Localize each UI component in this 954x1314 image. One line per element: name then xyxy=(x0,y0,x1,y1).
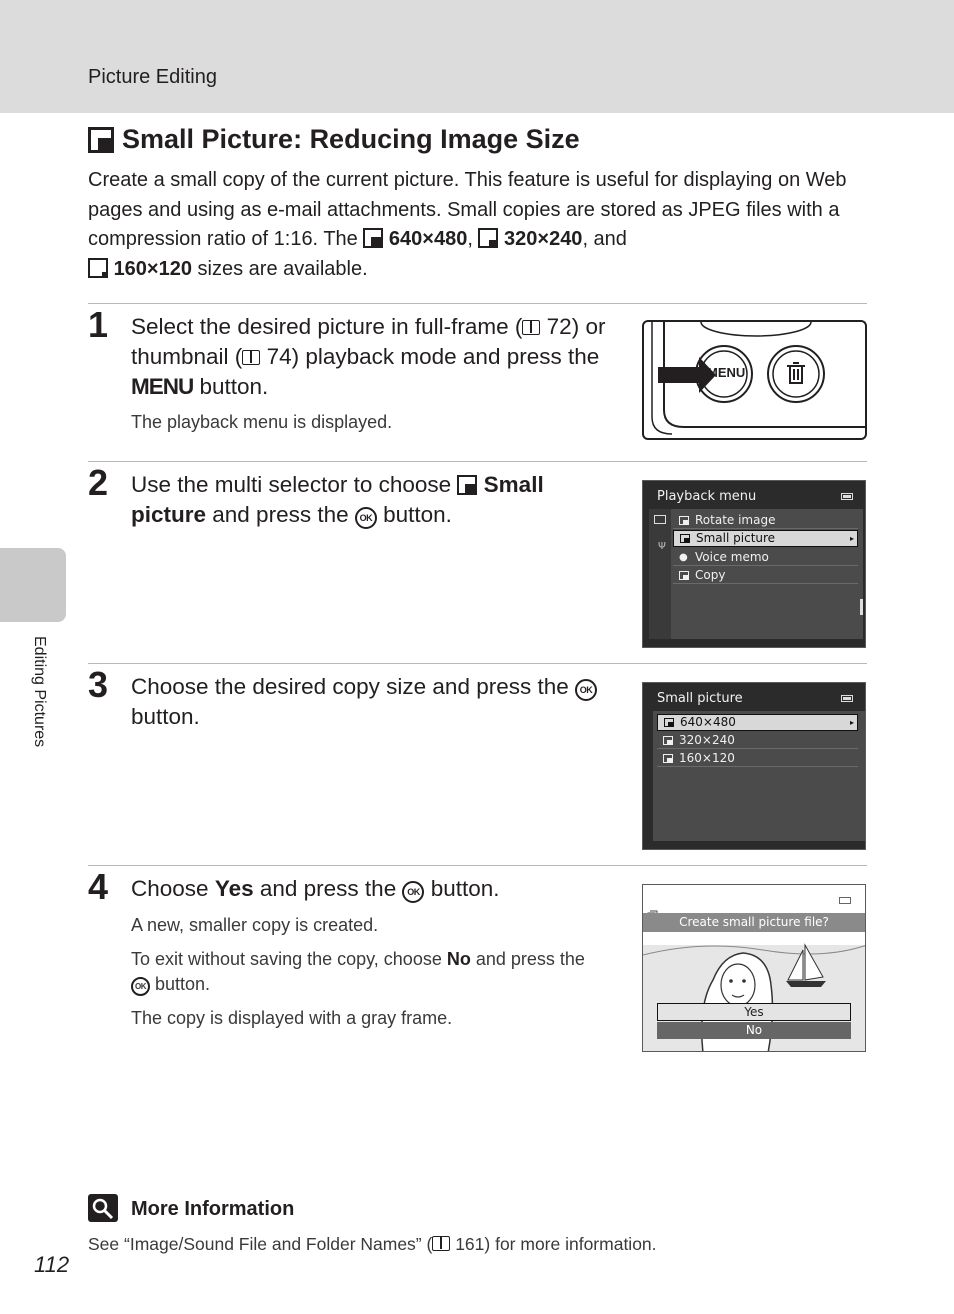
playback-menu-screen xyxy=(642,480,866,648)
step-text-part: button. xyxy=(424,876,500,901)
size-160-icon xyxy=(88,258,108,278)
step-text-part: button. xyxy=(376,502,452,527)
side-tab xyxy=(0,548,66,622)
camera-illustration xyxy=(642,320,867,440)
no-option[interactable]: No xyxy=(657,1022,851,1039)
more-information-title: More Information xyxy=(131,1198,295,1220)
size-320-icon xyxy=(478,228,498,248)
step-4-note-1: A new, smaller copy is created. xyxy=(131,915,379,935)
menu-item-selected[interactable] xyxy=(673,530,858,547)
menu-tab-strip xyxy=(649,509,671,639)
section-header: Picture Editing xyxy=(88,66,217,88)
step-1-note: The playback menu is displayed. xyxy=(131,412,393,432)
step-number: 4 xyxy=(88,866,109,907)
step-text-part: Use the multi selector to choose xyxy=(131,472,458,497)
step-text-part: Choose xyxy=(131,876,215,901)
page-number: 112 xyxy=(34,1252,70,1277)
size-640-icon xyxy=(363,228,383,248)
intro-paragraph xyxy=(88,166,868,284)
size-640-icon xyxy=(664,718,674,727)
step-number: 3 xyxy=(88,664,109,705)
copy-icon xyxy=(679,571,689,580)
note-text-part: button. xyxy=(150,974,211,994)
size-320-label: 320×240 xyxy=(504,228,583,250)
size-160-icon xyxy=(663,754,673,763)
step-4-note-2 xyxy=(131,947,621,997)
menu-item-label: Rotate image xyxy=(695,512,776,527)
menu-item-label: Copy xyxy=(695,567,726,582)
note-bold-term: No xyxy=(446,949,471,969)
step-4-note-3: The copy is displayed with a gray frame. xyxy=(131,1008,453,1028)
intro-sep: , and xyxy=(582,228,627,250)
small-picture-icon xyxy=(88,127,114,153)
small-picture-screen xyxy=(642,682,866,850)
camera-back-drawing xyxy=(644,322,867,440)
page-reference-icon xyxy=(432,1236,450,1251)
step-text-part: and press the xyxy=(206,502,355,527)
more-information-icon xyxy=(88,1194,118,1222)
step-number: 1 xyxy=(88,304,109,345)
step-text-part: button. xyxy=(131,704,200,729)
small-picture-icon xyxy=(680,534,690,543)
step-text-part: and press the xyxy=(253,876,403,901)
step-text-part: button. xyxy=(193,374,269,399)
microphone-icon: ● xyxy=(679,551,688,563)
more-information-text xyxy=(88,1234,657,1255)
step-bold-term: Yes xyxy=(214,876,254,901)
size-160-label: 160×120 xyxy=(113,257,192,280)
side-tab-label: Editing Pictures xyxy=(31,636,48,748)
rotate-icon xyxy=(679,516,689,525)
magnifier-icon xyxy=(88,1194,118,1222)
step-text-part: Choose the desired copy size and press the xyxy=(131,674,576,699)
screen-title: Small picture xyxy=(657,691,743,706)
page-title-text: Small Picture: Reducing Image Size xyxy=(122,124,580,154)
confirm-screen xyxy=(642,884,866,1052)
more-text-part: 161) for more information. xyxy=(450,1234,657,1254)
step-text-part: 72) or thumbnail ( xyxy=(131,314,606,369)
intro-text-end: sizes are available. xyxy=(191,257,368,280)
ok-button-icon: OK xyxy=(402,881,424,903)
step-3-text xyxy=(131,672,621,732)
menu-item[interactable] xyxy=(673,567,858,584)
ok-button-icon: OK xyxy=(575,679,597,701)
page-title xyxy=(88,124,580,155)
camera-menu-label: MENU xyxy=(707,365,746,380)
more-text-part: See “Image/Sound File and Folder Names” ( xyxy=(88,1234,433,1254)
page-reference-icon xyxy=(522,320,540,335)
scrollbar[interactable] xyxy=(860,599,863,615)
divider xyxy=(88,461,867,462)
ok-button-icon: OK xyxy=(355,507,377,529)
header-band xyxy=(0,0,954,113)
note-text-part: and press the xyxy=(470,949,585,969)
size-option[interactable] xyxy=(657,750,858,767)
divider xyxy=(88,865,867,866)
size-option-selected[interactable] xyxy=(657,714,858,731)
step-1-text xyxy=(131,312,621,402)
menu-item[interactable] xyxy=(673,549,858,566)
menu-button-glyph: MENU xyxy=(131,374,194,399)
divider xyxy=(88,303,867,304)
step-2-text xyxy=(131,470,621,530)
arrow-right-icon: ▸ xyxy=(849,534,854,543)
size-640-label: 640×480 xyxy=(388,228,468,250)
divider xyxy=(88,663,867,664)
small-picture-icon xyxy=(457,475,477,495)
arrow-right-icon: ▸ xyxy=(849,718,854,727)
battery-icon xyxy=(839,897,851,904)
size-option-label: 160×120 xyxy=(679,750,735,765)
playback-tab-icon xyxy=(654,515,666,524)
confirm-prompt: Create small picture file? xyxy=(643,913,865,932)
note-text-part: To exit without saving the copy, choose xyxy=(131,949,447,969)
menu-item-label: Voice memo xyxy=(695,549,769,564)
size-option-label: 320×240 xyxy=(679,732,735,747)
menu-item[interactable] xyxy=(673,512,858,529)
menu-item-label: Small picture xyxy=(696,531,776,545)
page-reference-icon xyxy=(242,350,260,365)
yes-option[interactable]: Yes xyxy=(657,1003,851,1021)
step-text-part: Select the desired picture in full-frame ( xyxy=(131,314,523,339)
intro-sep: , xyxy=(467,228,479,250)
size-option-label: 640×480 xyxy=(680,715,736,729)
battery-icon xyxy=(841,493,853,500)
step-text-part: 74) playback mode and press the xyxy=(260,344,600,369)
intro-text: Create a small copy of the current picture. This feature is useful for displaying on Web pages and using as e-mail attachments. Small copies are stored as JPEG files with a compression ratio of 1:16. The xyxy=(88,169,847,250)
ok-button-icon: OK xyxy=(131,977,150,996)
step-4-text xyxy=(131,874,621,904)
size-option[interactable] xyxy=(657,732,858,749)
battery-icon xyxy=(841,695,853,702)
size-320-icon xyxy=(663,736,673,745)
setup-tab-icon: Ψ xyxy=(658,541,666,552)
screen-title: Playback menu xyxy=(657,489,757,504)
step-number: 2 xyxy=(88,462,109,503)
step-bold-term: Small picture xyxy=(131,472,544,527)
